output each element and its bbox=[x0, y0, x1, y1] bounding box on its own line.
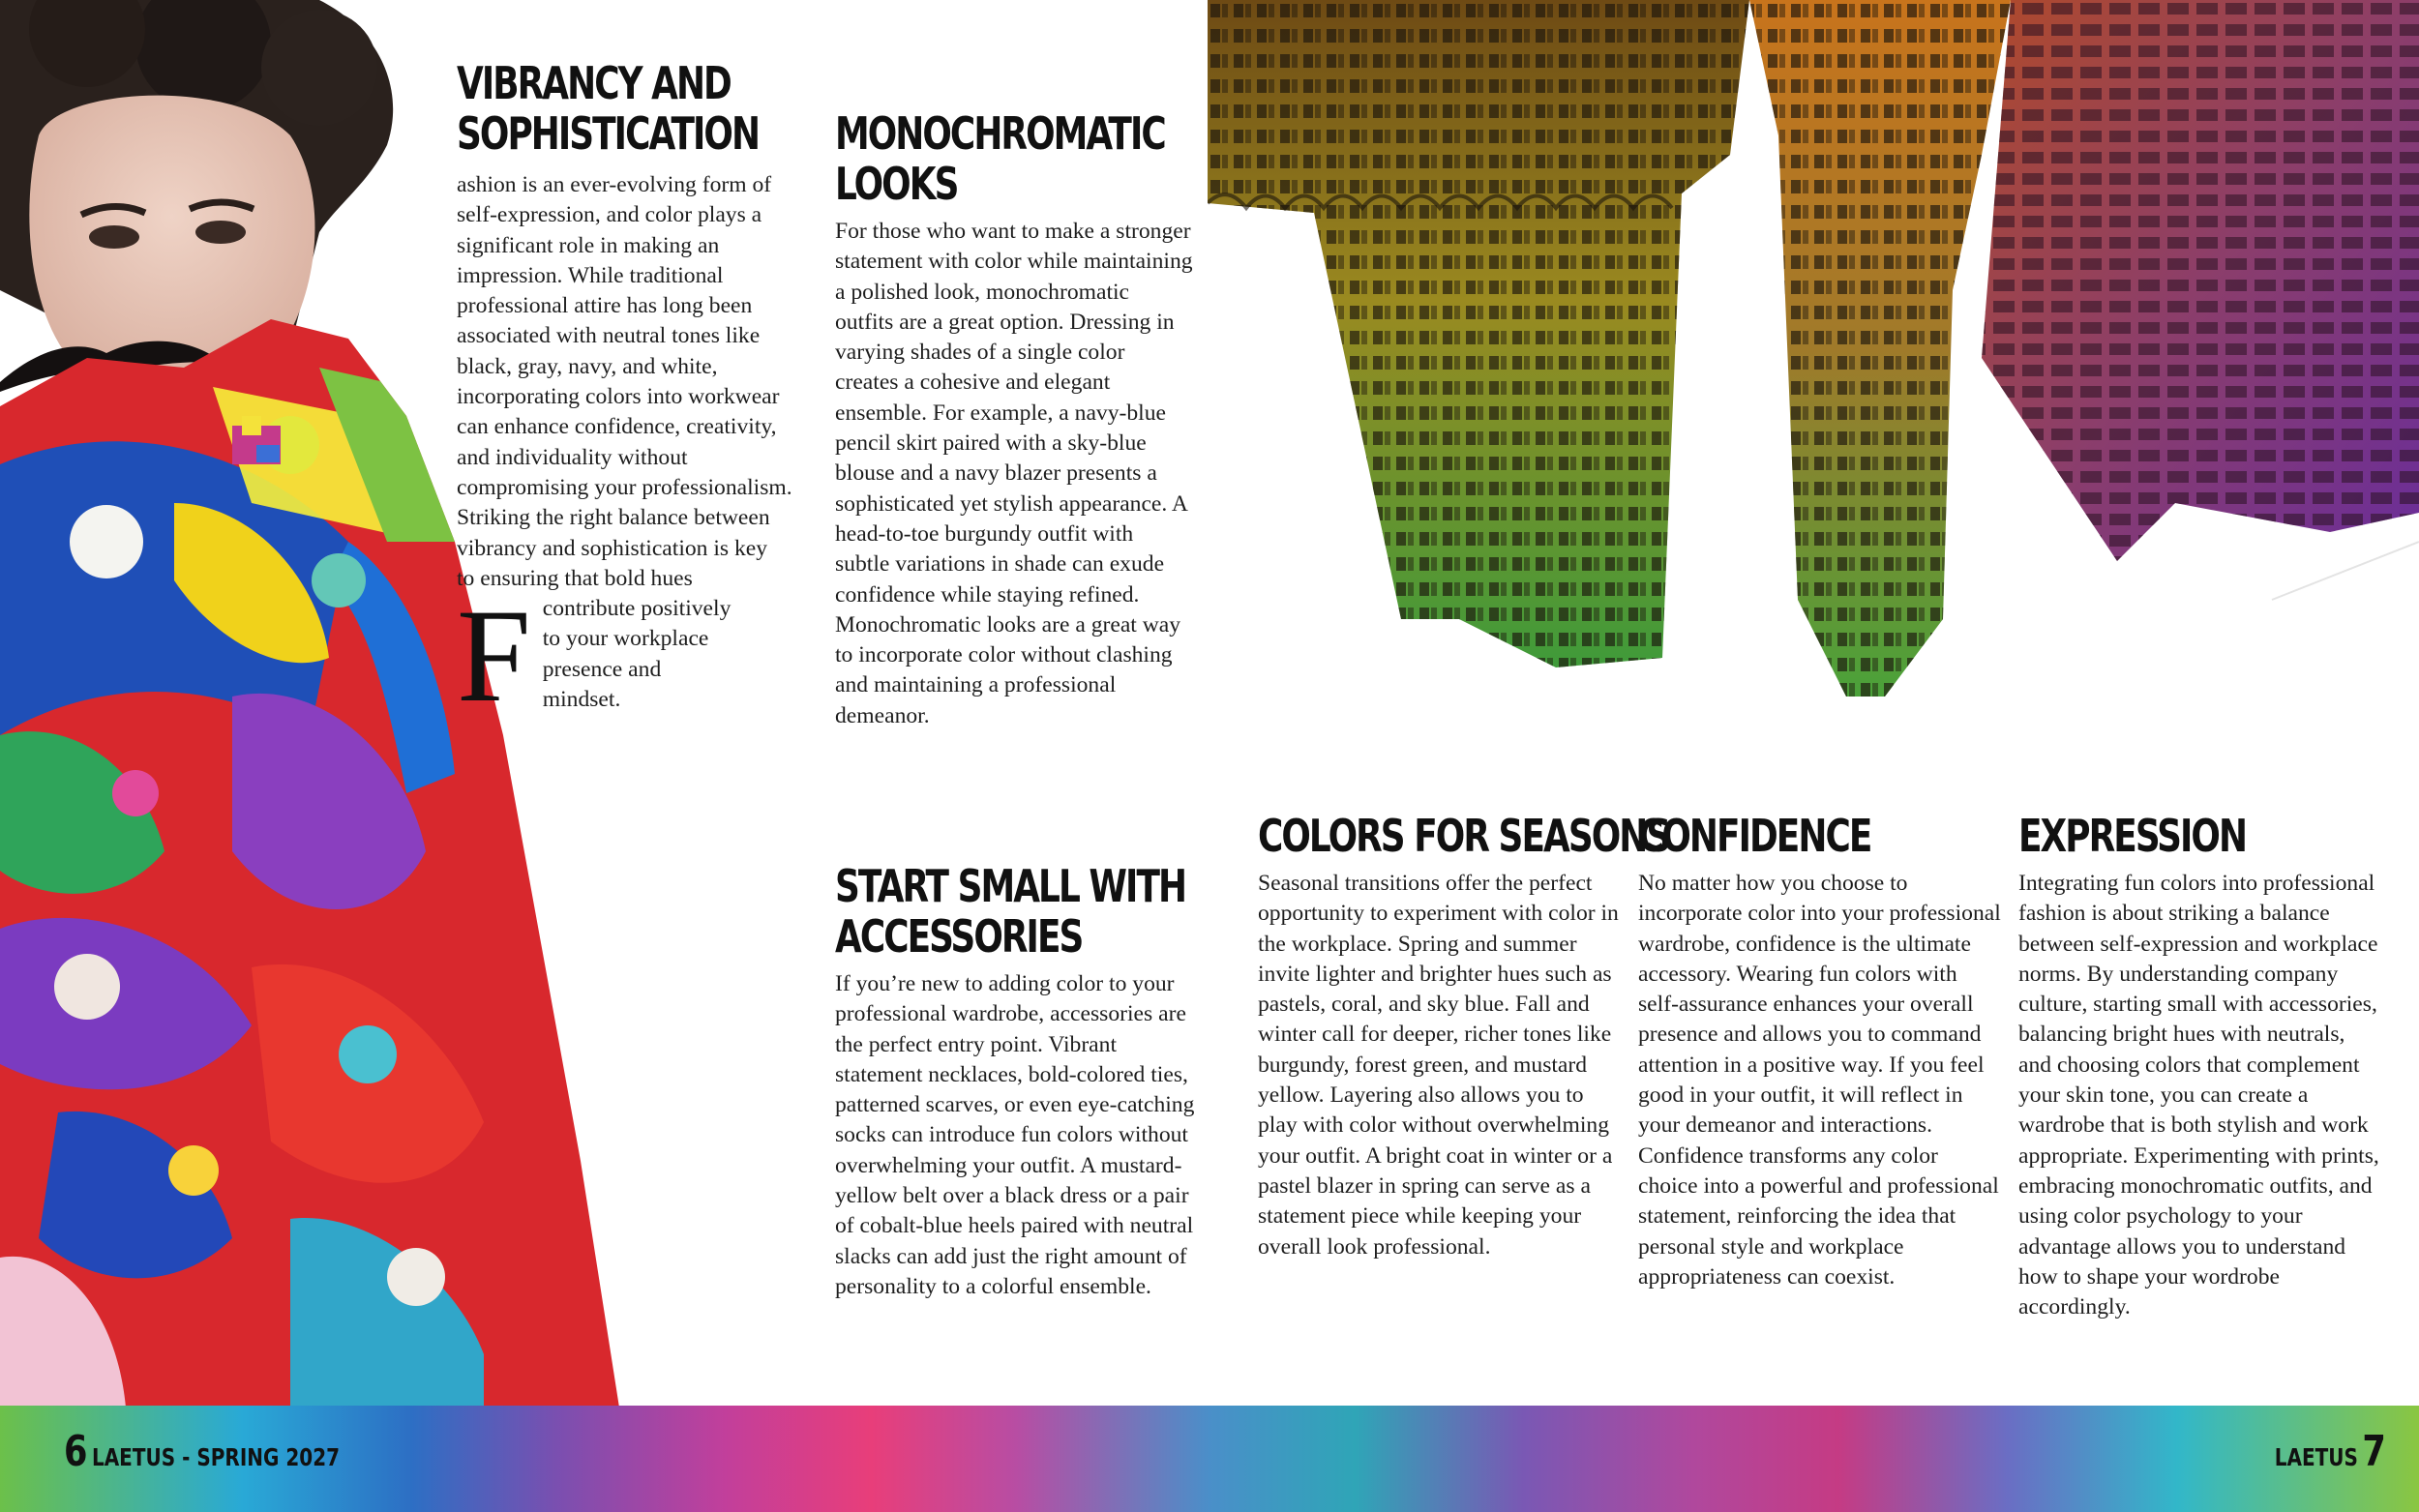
article-vibrancy bbox=[457, 58, 815, 791]
article-body: If you’re new to adding color to your professional wardrobe, accessories are the perfect entry point. Vibrant statement necklaces, bold-colored ties, patterned scarves, or even eye-catching socks can introduce fun colors without overwhelming your outfit. A mustard-yellow belt over a black dress or a pair of cobalt-blue heels paired with neutral slacks can add just the right amount of personality to a colorful ensemble. bbox=[835, 971, 1195, 1299]
article-title: MONOCHROMATIC LOOKS bbox=[835, 107, 1165, 210]
article-title: CONFIDENCE bbox=[1638, 810, 1871, 862]
article-monochromatic bbox=[835, 108, 1193, 731]
article-body: No matter how you choose to incorporate color into your professional wardrobe, confidence is the ultimate accessory. Wearing fun colors with self-assurance enhances your overall presence and allows you to command attention in a positive way. If you feel good in your outfit, it will reflect in your demeanor and interactions. Confidence transforms any color choice into a powerful and professional statement, reinforcing the idea that personal style and workplace appropriateness can coexist. bbox=[1638, 871, 2001, 1290]
folio-left bbox=[64, 1427, 340, 1476]
article-title: COLORS FOR SEASONS bbox=[1258, 810, 1670, 862]
article-body: Seasonal transitions offer the perfect opportunity to experiment with color in the workplace. Spring and summer invite lighter and brighter hues such as pastels, coral, and sky blue. Fall and winter call for deeper, richer tones like burgundy, forest green, and mustard yellow. Layering also allows you to play with color without overwhelming your outfit. A bright coat in winter or a pastel blazer in spring can serve as a statement piece while keeping your overall look professional. bbox=[1258, 871, 1619, 1260]
article-start-small bbox=[835, 861, 1203, 1302]
article-body: Integrating fun colors into professional fashion is about striking a balance between self-expression and workplace norms. By understanding company culture, starting small with accessories, balancing bright hues with neutrals, and choosing colors that complement your skin tone, you can create a wardrobe that is both stylish and work appropriate. Experimenting with prints, embracing monochromatic outfits, and using color psychology to your advantage allows you to understand how to shape your wordrobe accordingly. bbox=[2018, 871, 2379, 1320]
article-body: F ashion is an ever-evolving form of self-expression, and color plays a significant role in making an impression. While traditional professional attire has long been associated with neutral tones like black, gray, navy, and white, incorporating colors into workwear can enhance confidence, creativity, and individuality without compromising your professionalism. Striking the right balance between vibrancy and sophistication is key to ensuring that bold hues contribute positively to your workplace presence and mindset. bbox=[457, 172, 792, 729]
folio-right bbox=[2275, 1427, 2386, 1476]
article-body: For those who want to make a stronger statement with color while maintaining a polished look, monochromatic outfits are a great option. Dressing in varying shades of a single color creates a cohesive and elegant ensemble. For example, a navy-blue pencil skirt paired with a sky-blue blouse and a navy blazer presents a sophisticated yet stylish appearance. A head-to-toe burgundy outfit with subtle variations in shade can exude confidence while staying refined. Monochromatic looks are a great way to incorporate color without clashing and maintaining a professional demeanor. bbox=[835, 219, 1193, 728]
article-confidence bbox=[1638, 811, 2001, 1292]
article-title: VIBRANCY AND SOPHISTICATION bbox=[457, 57, 760, 160]
page-number: 7 bbox=[2362, 1427, 2386, 1476]
publication-name: LAETUS bbox=[2274, 1443, 2359, 1471]
drop-cap: F bbox=[457, 581, 531, 729]
page-number: 6 bbox=[64, 1427, 88, 1476]
footer-gradient-band bbox=[0, 1406, 2419, 1512]
publication-name: LAETUS - SPRING 2027 bbox=[91, 1443, 341, 1471]
article-expression bbox=[2018, 811, 2381, 1322]
article-title: START SMALL WITH ACCESSORIES bbox=[835, 860, 1186, 963]
article-title: EXPRESSION bbox=[2018, 810, 2247, 862]
building-photo bbox=[1208, 0, 2419, 735]
article-seasons bbox=[1258, 810, 1670, 1262]
